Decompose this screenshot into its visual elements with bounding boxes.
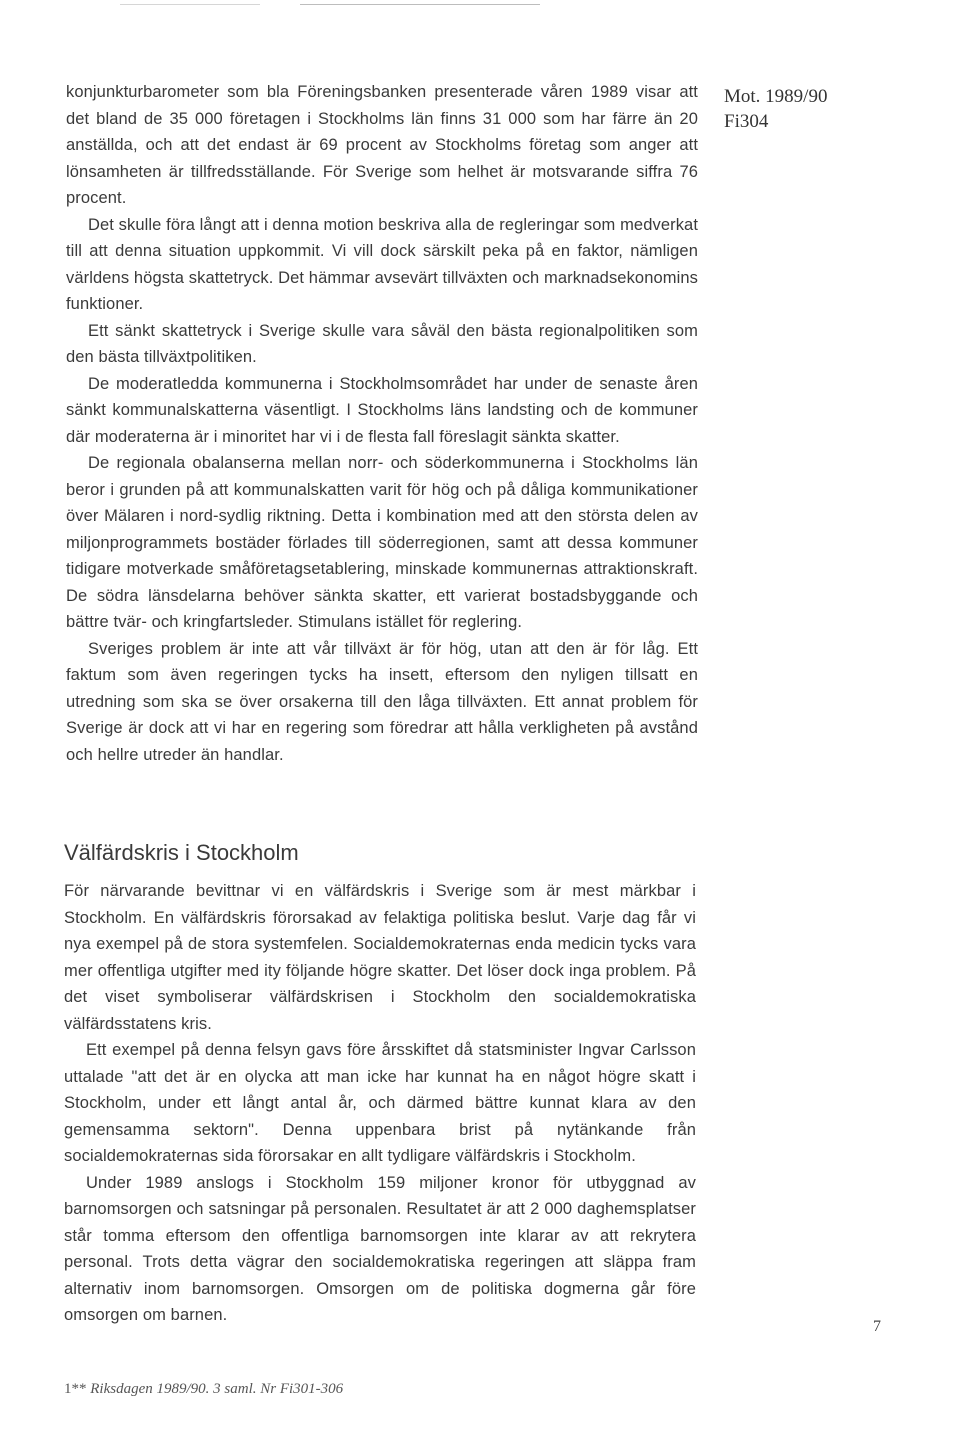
paragraph: För närvarande bevittnar vi en välfärdskris i Sverige som är mest märkbar i Stockholm. En välfärdskris förorsakad av felaktiga politiska beslut. Varje dag får vi nya exempel på de stora systemfelen. Socialdemokraternas enda medicin tycks vara mer offentliga utgifter med ity följande högre skatter. Det löser dock inga problem. På det viset symboliserar välfärdskrisen i Stockholm den socialdemokratiska välfärdsstatens kris. [64,882,696,1033]
motion-number: Mot. 1989/90 [724,86,828,107]
paragraph: De regionala obalanserna mellan norr- och söderkommunerna i Stockholms län beror i grunden på att kommunalskatten varit för hög och på dåliga kommunikationer över Mälaren i nord-sydlig riktning. Detta i kombination med att den största delen av miljonprogrammets bostäder förlades till söderregionen, samt att dessa kommuner tidigare motverkade småföretagsetablering, minskade kommunernas attraktionskraft. De södra länsdelarna behöver sänkta skatter, ett varierat bostadsbyggande och bättre tvär- och kringfartsleder. Stimulans istället för reglering. [66,454,698,631]
body-text-bottom [64,878,696,1329]
paragraph: Ett sänkt skattetryck i Sverige skulle vara såväl den bästa regionalpolitiken som den bästa tillväxtpolitiken. [66,321,698,366]
footer-reference: Riksdagen 1989/90. 3 saml. Nr Fi301-306 [90,1381,344,1397]
paragraph: De moderatledda kommunerna i Stockholmsområdet har under de senaste åren sänkt kommunalskatterna väsentligt. I Stockholms läns landsting och de kommuner där moderaterna är i minoritet har vi i de flesta fall föreslagit sänkta skatter. [66,374,698,446]
scan-edge-line [120,4,260,5]
motion-code: Fi304 [724,111,769,132]
footer-mark: 1** [64,1381,87,1397]
paragraph: konjunkturbarometer som bla Föreningsbanken presenterade våren 1989 visar att det bland de 35 000 företagen i Stockholms län finns 31 000 som har färre än 20 anställda, och att det endast är 69 procent av Stockholms företag som anger att lönsamheten är tillfredsställande. För Sverige som helhet är motsvarande siffra 76 procent. [66,83,698,207]
paragraph: Sveriges problem är inte att vår tillväxt är för hög, utan att den är för låg. Ett faktum som även regeringen tycks ha insett, eftersom den nyligen tillsatt en utredning som ska se över orsakerna till den låga tillväxten. Ett annat problem för Sverige är dock att vi har en regering som föredrar att hålla verkligheten på avstånd och hellre utreder än handlar. [66,639,698,764]
footer [64,1381,343,1398]
paragraph: Under 1989 anslogs i Stockholm 159 miljoner kronor för utbyggnad av barnomsorgen och satsningar på personalen. Resultatet är att 2 000 daghemsplatser står tomma eftersom den offentliga barnomsorgen inte klarar av att rekrytera personal. Trots detta vägrar den socialdemokratiska regeringen att släppa fram alternativ inom barnomsorgen. Omsorgen om de politiska dogmerna går före omsorgen om barnen. [64,1173,696,1324]
paragraph: Det skulle föra långt att i denna motion beskriva alla de regleringar som medverkat till att denna situation uppkommit. Vi vill dock särskilt peka på en faktor, nämligen världens högsta skattetryck. Det hämmar avsevärt tillväxten och marknadsekonomins funktioner. [66,215,698,313]
body-text-top [66,79,698,768]
section-heading: Välfärdskris i Stockholm [64,840,299,865]
paragraph: Ett exempel på denna felsyn gavs före årsskiftet då statsminister Ingvar Carlsson uttalade "att det är en olycka att man icke har kunnat ha en något högre skatt i Stockholm, under ett långt antal år, och därmed bättre kunnat klara av den gemensamma sektorn". Denna uppenbara brist på nytänkande från socialdemokraternas sida förorsakar en allt tydligare välfärdskris i Stockholm. [64,1041,696,1165]
page-number: 7 [873,1318,881,1335]
scan-edge-line [300,4,540,5]
motion-reference [724,84,827,134]
